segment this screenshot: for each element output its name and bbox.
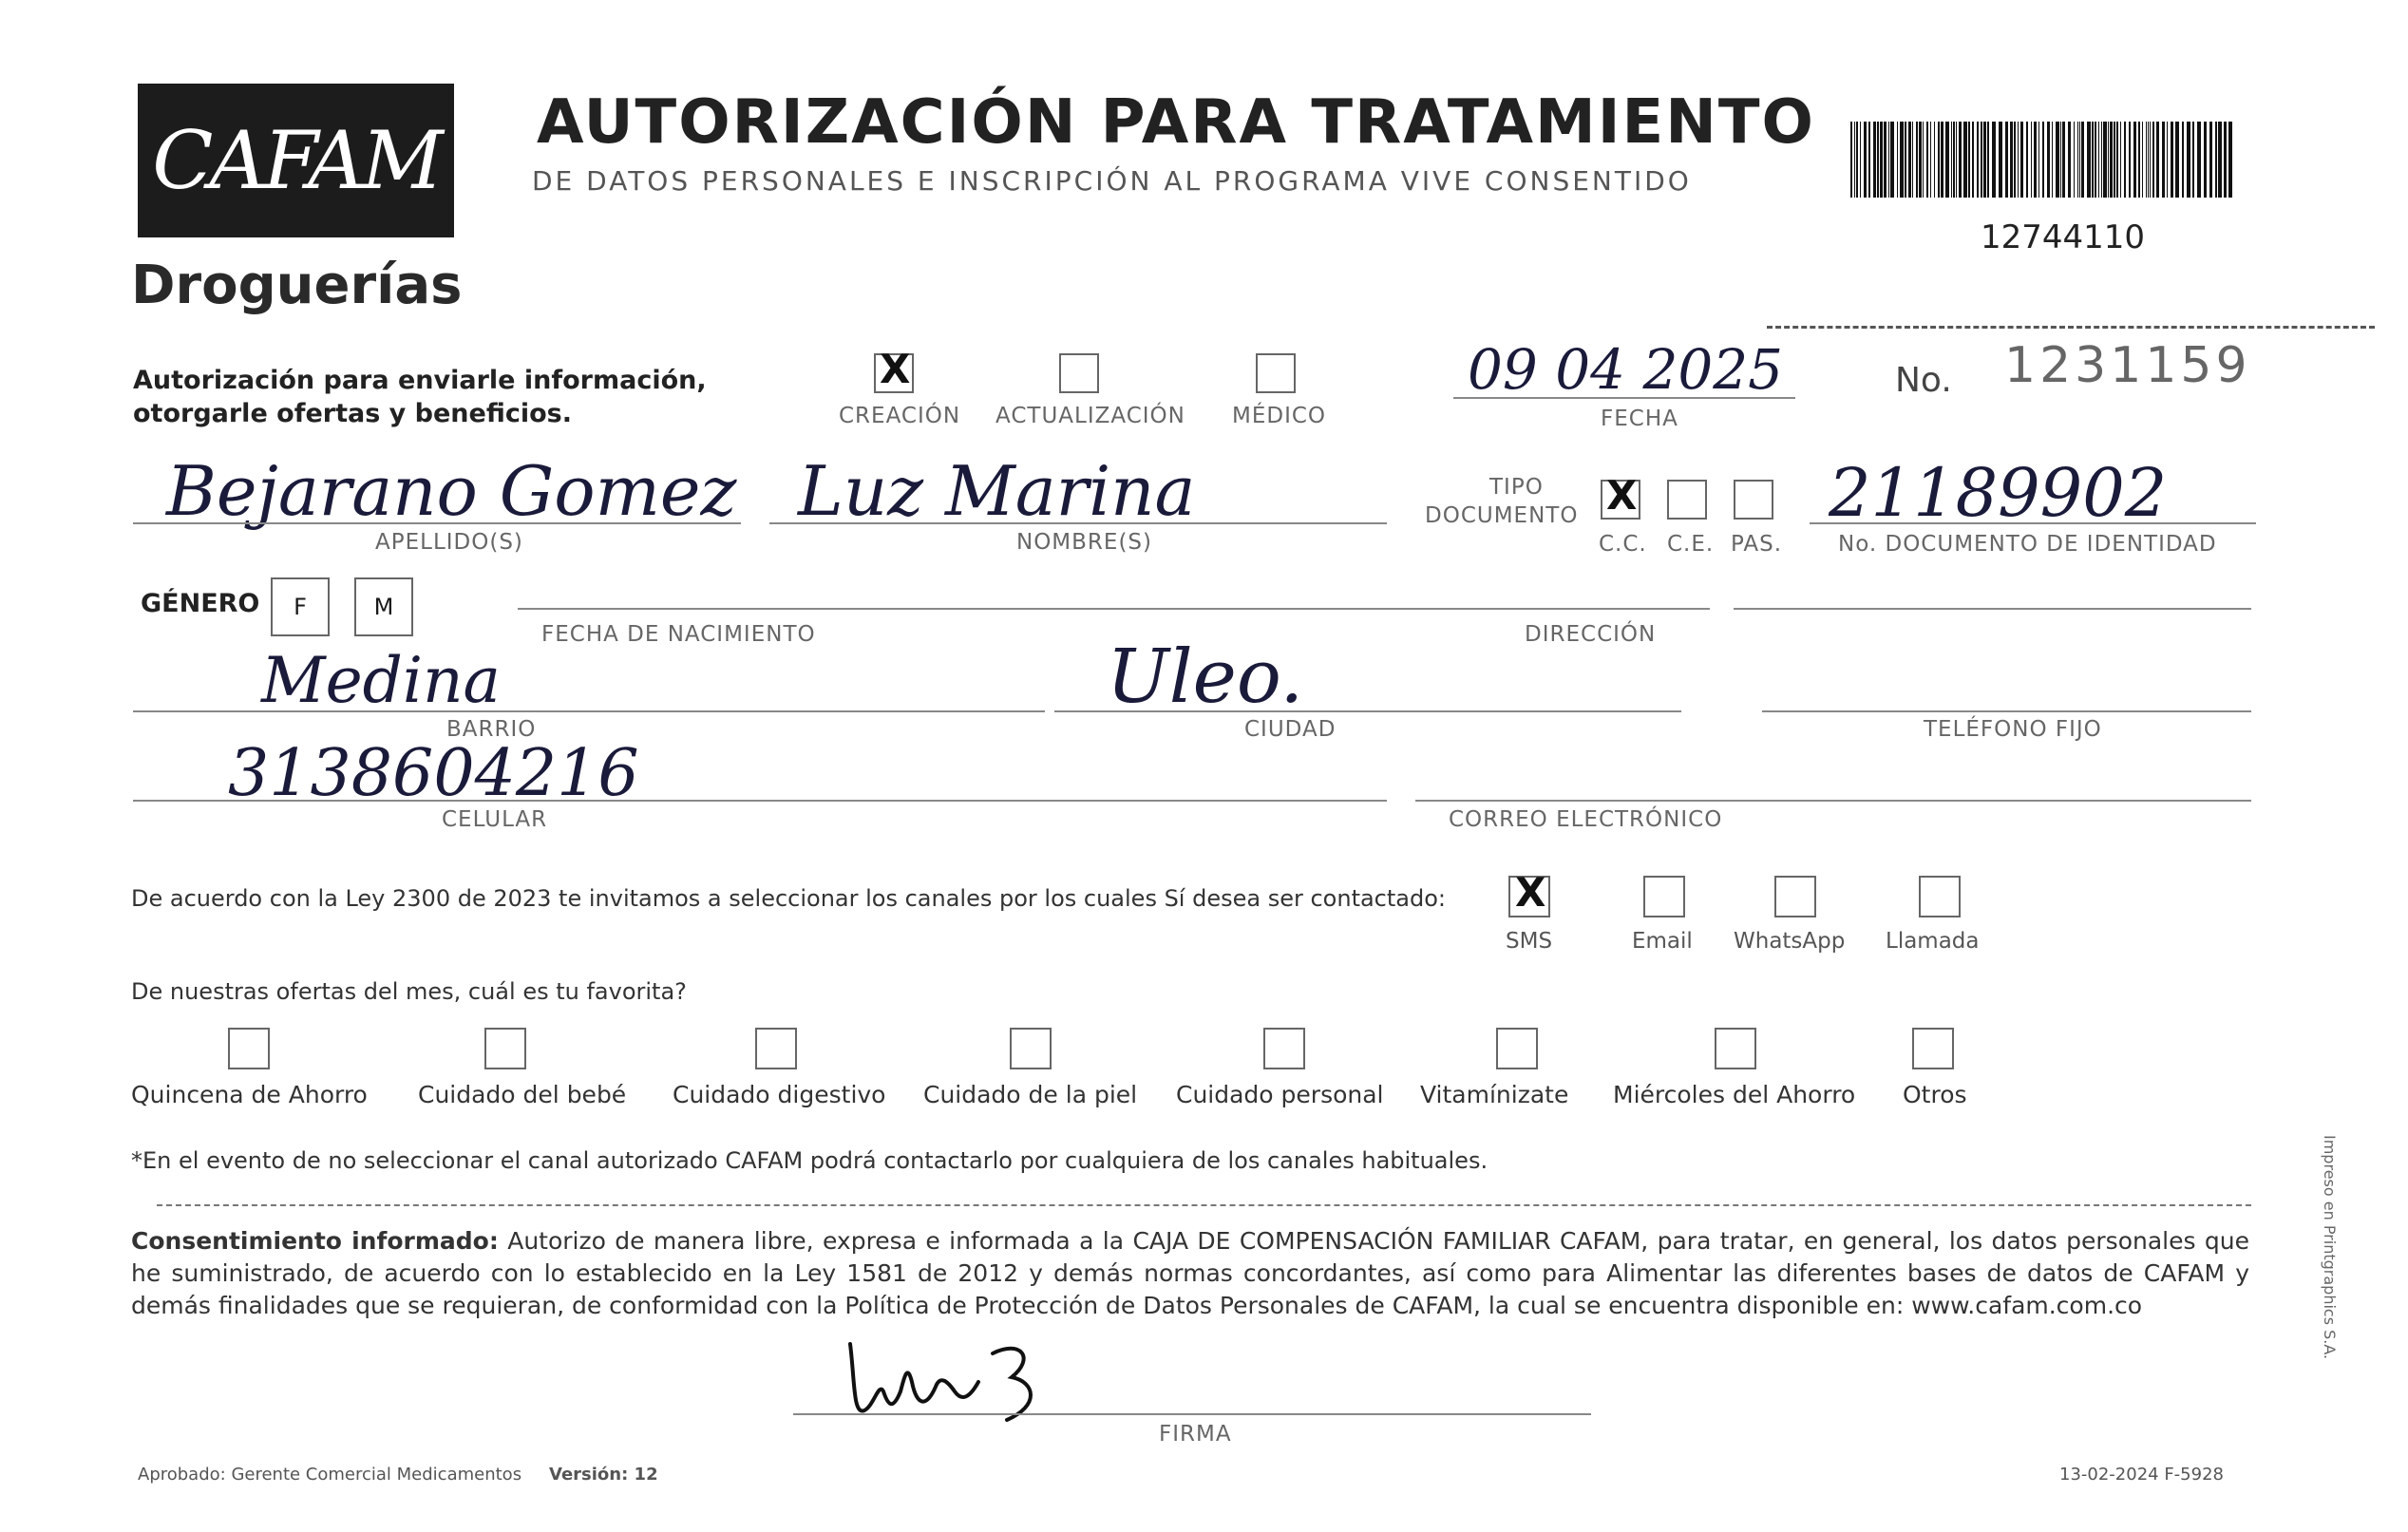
barrio-line — [133, 710, 1045, 712]
name-value[interactable]: Luz Marina — [798, 451, 1196, 531]
form-title: AUTORIZACIÓN PARA TRATAMIENTO — [537, 87, 1815, 158]
number-label: No. — [1895, 361, 1952, 400]
label-creacion: CREACIÓN — [839, 404, 961, 428]
city-value[interactable]: Uleo. — [1107, 634, 1304, 720]
checkbox-pas[interactable] — [1734, 480, 1773, 520]
offer-checkbox-6[interactable] — [1496, 1028, 1538, 1069]
surname-line — [133, 522, 741, 524]
consent-paragraph — [131, 1225, 2249, 1322]
authorization-text-1: Autorización para enviarle información, — [133, 366, 707, 395]
date-label: FECHA — [1601, 407, 1678, 431]
signature-line — [793, 1413, 1591, 1415]
doc-type-label-2: DOCUMENTO — [1425, 503, 1579, 528]
cell-line — [133, 800, 1387, 802]
birth-label: FECHA DE NACIMIENTO — [541, 622, 816, 647]
gender-f-box[interactable]: F — [271, 577, 330, 636]
cell-label: CELULAR — [442, 807, 548, 832]
brand-subtitle: Droguerías — [131, 255, 463, 316]
cafam-logo — [138, 84, 454, 237]
offer-checkbox-4[interactable] — [1010, 1028, 1052, 1069]
offers-note: *En el evento de no seleccionar el canal autorizado CAFAM podrá contactarlo por cualquiera de los canales habituales. — [131, 1147, 1488, 1174]
city-line — [1054, 710, 1681, 712]
gender-m-box[interactable]: M — [354, 577, 413, 636]
checkbox-actualizacion[interactable] — [1059, 353, 1099, 393]
checkbox-creacion[interactable]: X — [874, 353, 914, 393]
signature-label: FIRMA — [1159, 1422, 1232, 1447]
label-ce: C.E. — [1667, 532, 1715, 557]
checkbox-whatsapp[interactable] — [1774, 876, 1816, 917]
channels-text: De acuerdo con la Ley 2300 de 2023 te invitamos a seleccionar los canales por los cuales Sí desea ser contactado: — [131, 885, 1446, 912]
offer-label-7: Miércoles del Ahorro — [1613, 1081, 1856, 1108]
consent-body: Autorizo de manera libre, expresa e informada a la CAJA DE COMPENSACIÓN FAMILIAR CAFAM, para tratar, en general, los datos personales que he suministrado, de acuerdo con lo establecido en la Ley 1581 de 2012 y demás normas concordantes, así como para Alimentar las diferentes bases de datos de CAFAM y demás finalidades que se requieran, de conformidad con la Política de Protección de Datos Personales de CAFAM, la cual se encuentra disponible en: www.cafam.com.co — [131, 1227, 2249, 1319]
checkbox-cc[interactable]: X — [1601, 480, 1640, 520]
checkbox-llamada[interactable] — [1919, 876, 1961, 917]
consent-divider — [157, 1204, 2251, 1206]
offer-label-5: Cuidado personal — [1176, 1081, 1384, 1108]
consent-heading: Consentimiento informado: — [131, 1227, 499, 1255]
footer-approved: Aprobado: Gerente Comercial Medicamentos — [138, 1465, 522, 1485]
label-medico: MÉDICO — [1232, 404, 1327, 428]
date-value[interactable]: 09 04 2025 — [1468, 337, 1784, 402]
offer-label-1: Quincena de Ahorro — [131, 1081, 368, 1108]
offer-checkbox-2[interactable] — [484, 1028, 526, 1069]
surname-label: APELLIDO(S) — [375, 530, 523, 555]
email-label: CORREO ELECTRÓNICO — [1449, 807, 1723, 832]
name-label: NOMBRE(S) — [1016, 530, 1152, 555]
label-llamada: Llamada — [1886, 929, 1980, 954]
authorization-text-2: otorgarle ofertas y beneficios. — [133, 399, 572, 428]
address-line — [1734, 608, 2251, 610]
doc-number-label: No. DOCUMENTO DE IDENTIDAD — [1838, 532, 2217, 557]
label-cc: C.C. — [1599, 532, 1647, 557]
label-sms: SMS — [1506, 929, 1553, 954]
offer-checkbox-1[interactable] — [228, 1028, 270, 1069]
checkbox-email[interactable] — [1643, 876, 1685, 917]
offer-label-2: Cuidado del bebé — [418, 1081, 627, 1108]
side-print-text: Impreso en Printgraphics S.A. — [2321, 1135, 2339, 1360]
number-value: 1231159 — [2004, 337, 2251, 394]
label-whatsapp: WhatsApp — [1734, 929, 1846, 954]
address-label: DIRECCIÓN — [1525, 622, 1657, 647]
barrio-label: BARRIO — [446, 717, 537, 742]
birth-address-line — [518, 608, 1710, 610]
barrio-value[interactable]: Medina — [261, 644, 501, 717]
checkbox-ce[interactable] — [1667, 480, 1707, 520]
cell-value[interactable]: 3138604216 — [228, 736, 639, 811]
doc-number-value[interactable]: 21189902 — [1829, 454, 2168, 532]
phone-line — [1762, 710, 2251, 712]
offer-label-3: Cuidado digestivo — [673, 1081, 886, 1108]
city-label: CIUDAD — [1244, 717, 1337, 742]
offer-label-6: Vitamínizate — [1420, 1081, 1569, 1108]
gender-label: GÉNERO — [141, 589, 260, 618]
name-line — [769, 522, 1387, 524]
offer-label-4: Cuidado de la piel — [923, 1081, 1138, 1108]
email-line — [1415, 800, 2251, 802]
doc-type-label-1: TIPO — [1489, 475, 1544, 500]
offer-checkbox-8[interactable] — [1912, 1028, 1954, 1069]
offer-checkbox-5[interactable] — [1263, 1028, 1305, 1069]
footer-date-code: 13-02-2024 F-5928 — [2059, 1465, 2224, 1485]
footer-version: Versión: 12 — [549, 1465, 658, 1485]
offers-question: De nuestras ofertas del mes, cuál es tu favorita? — [131, 978, 687, 1005]
offer-checkbox-3[interactable] — [755, 1028, 797, 1069]
barcode-number: 12744110 — [1981, 218, 2146, 256]
dashed-divider — [1767, 326, 2375, 329]
label-pas: PAS. — [1731, 532, 1783, 557]
label-actualizacion: ACTUALIZACIÓN — [995, 404, 1185, 428]
surname-value[interactable]: Bejarano Gomez — [166, 451, 737, 531]
phone-label: TELÉFONO FIJO — [1924, 717, 2102, 742]
barcode — [1850, 122, 2240, 198]
date-line — [1453, 397, 1795, 399]
doc-number-line — [1810, 522, 2256, 524]
checkbox-medico[interactable] — [1256, 353, 1296, 393]
logo-text: CAFAM — [152, 114, 440, 207]
offer-label-8: Otros — [1903, 1081, 1967, 1108]
form-subtitle: DE DATOS PERSONALES E INSCRIPCIÓN AL PROGRAMA VIVE CONSENTIDO — [532, 165, 1692, 197]
label-email: Email — [1632, 929, 1693, 954]
checkbox-sms[interactable]: X — [1508, 876, 1550, 917]
offer-checkbox-7[interactable] — [1715, 1028, 1756, 1069]
